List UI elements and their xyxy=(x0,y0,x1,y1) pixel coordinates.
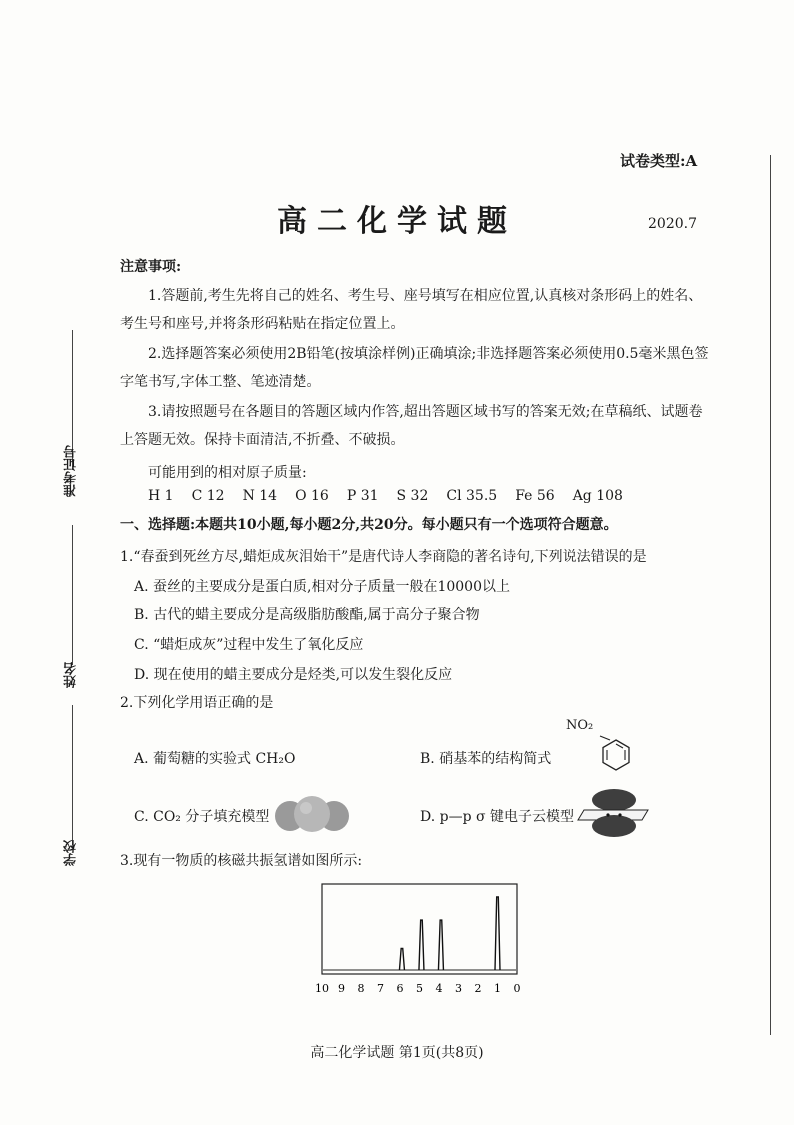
school-label: 学校 xyxy=(64,840,79,866)
nmr-tick-label: 1 xyxy=(494,982,501,995)
atomic-mass-item: Fe 56 xyxy=(515,488,555,504)
binding-line-bottom xyxy=(72,705,73,845)
atomic-mass-item: H 1 xyxy=(148,488,174,504)
notice-item-2: 2.选择题答案必须使用2B铅笔(按填涂样例)正确填涂;非选择题答案必须使用0.5毫米黑色签字笔书写,字体工整、笔迹清楚。 xyxy=(120,346,709,390)
nmr-peak xyxy=(419,920,424,970)
nmr-tick-label: 3 xyxy=(455,982,462,995)
nmr-peak xyxy=(399,949,404,971)
nitrobenzene-structure xyxy=(596,730,636,782)
atomic-mass-item: O 16 xyxy=(295,488,329,504)
question-2-option-d: D. p—p σ 键电子云模型 xyxy=(420,809,575,825)
atomic-mass-list xyxy=(148,488,623,504)
notice-heading: 注意事项: xyxy=(120,259,182,275)
exam-date: 2020.7 xyxy=(648,216,697,232)
nmr-tick-label: 8 xyxy=(357,982,365,995)
nmr-tick-label: 0 xyxy=(513,982,521,995)
nmr-tick-label: 7 xyxy=(377,982,384,995)
section-heading: 一、选择题:本题共10小题,每小题2分,共20分。每小题只有一个选项符合题意。 xyxy=(120,517,618,533)
atomic-mass-item: S 32 xyxy=(396,488,429,504)
nmr-tick-label: 9 xyxy=(338,982,345,995)
page-title: 高二化学试题 xyxy=(277,204,517,239)
nmr-spectrum xyxy=(310,880,530,1000)
binding-line-mid xyxy=(72,525,73,665)
question-2-stem: 2.下列化学用语正确的是 xyxy=(120,695,274,711)
atomic-mass-item: Cl 35.5 xyxy=(446,488,498,504)
question-1-option-a: A. 蚕丝的主要成分是蛋白质,相对分子质量一般在10000以上 xyxy=(134,579,510,595)
nmr-tick-label: 5 xyxy=(416,982,423,995)
nmr-tick-label: 4 xyxy=(435,982,443,995)
question-1-stem: 1.“春蚕到死丝方尽,蜡炬成灰泪始干”是唐代诗人李商隐的著名诗句,下列说法错误的是 xyxy=(120,549,647,565)
nmr-peak xyxy=(495,897,500,970)
nitro-group-label: NO₂ xyxy=(566,718,594,733)
question-2-option-c: C. CO₂ 分子填充模型 xyxy=(134,809,270,825)
question-1-option-d: D. 现在使用的蜡主要成分是烃类,可以发生裂化反应 xyxy=(134,667,453,683)
atomic-mass-item: N 14 xyxy=(242,488,278,504)
right-margin-rule xyxy=(770,155,771,1035)
question-2-option-b: B. 硝基苯的结构简式 xyxy=(420,751,552,767)
nmr-peak xyxy=(438,920,443,970)
atomic-mass-item: C 12 xyxy=(191,488,225,504)
atomic-mass-item: P 31 xyxy=(346,488,379,504)
question-2-option-a: A. 葡萄糖的实验式 CH₂O xyxy=(134,751,296,767)
atomic-mass-heading: 可能用到的相对原子质量: xyxy=(148,465,307,481)
name-label: 姓名 xyxy=(64,662,79,688)
notice-item-3: 3.请按照题号在各题目的答题区域内作答,超出答题区域书写的答案无效;在草稿纸、试题卷上答题无效。保持卡面清洁,不折叠、不破损。 xyxy=(120,404,703,448)
atomic-mass-item: Ag 108 xyxy=(572,488,623,504)
question-1-option-c: C. “蜡炬成灰”过程中发生了氧化反应 xyxy=(134,637,364,653)
paper-type: 试卷类型:A xyxy=(620,152,698,170)
nmr-tick-label: 10 xyxy=(315,982,329,995)
exam-number-label: 准考证号 xyxy=(64,445,79,497)
question-3-stem: 3.现有一物质的核磁共振氢谱如图所示: xyxy=(120,853,363,869)
notice-item-1: 1.答题前,考生先将自己的姓名、考生号、座号填写在相应位置,认真核对条形码上的姓名、考生号和座号,并将条形码粘贴在指定位置上。 xyxy=(120,288,703,332)
nmr-tick-label: 6 xyxy=(396,982,404,995)
question-1-option-b: B. 古代的蜡主要成分是高级脂肪酸酯,属于高分子聚合物 xyxy=(134,607,480,623)
page-footer: 高二化学试题 第1页(共8页) xyxy=(310,1045,484,1061)
co2-space-filling-model-icon xyxy=(272,792,352,836)
nmr-tick-label: 2 xyxy=(474,982,482,995)
sigma-bond-cloud-model-icon xyxy=(578,788,650,838)
